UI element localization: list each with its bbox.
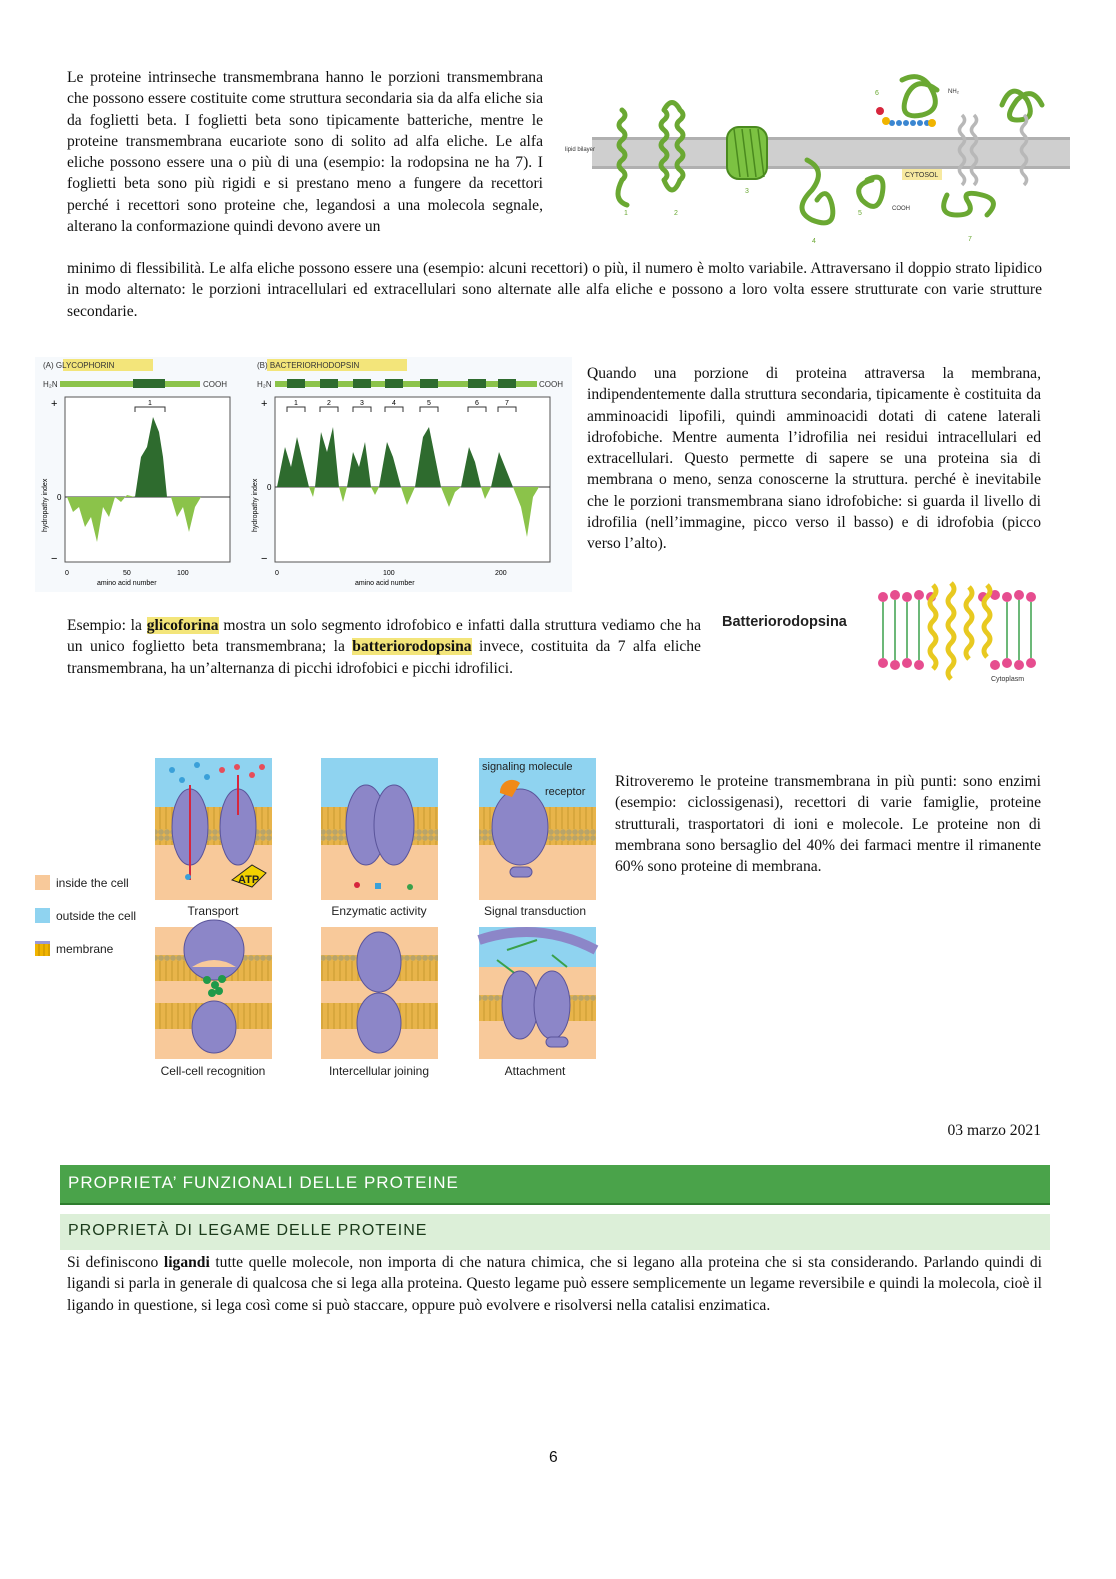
panel-a-zero: 0 bbox=[57, 493, 62, 502]
bacteriorhodopsin-title: (B) BACTERIORHODOPSIN bbox=[257, 361, 360, 370]
example-text-start: Esempio: la bbox=[67, 617, 147, 634]
protein-number-6: 6 bbox=[875, 90, 879, 97]
protein-6-loop bbox=[902, 77, 937, 116]
lipid-bilayer-label: lipid bilayer bbox=[565, 147, 596, 153]
bacterio-h2n: H₂N bbox=[257, 380, 272, 389]
legend-inside-swatch bbox=[35, 875, 50, 890]
panel-b-segment-3: 3 bbox=[360, 400, 364, 407]
panel-b-zero: 0 bbox=[267, 483, 272, 492]
panel-a-tick-50: 50 bbox=[123, 570, 131, 577]
protein-number-3: 3 bbox=[745, 188, 749, 195]
ligands-text-rest: tutte quelle molecole, non importa di che natura chimica, che si legano alla proteina che si sta considerando. Parlando quindi di ligandi si parla in generale di qualcosa che si lega alla proteina. Questo legame può essere semplicemente un legame reversibile e quindi la molecola, cioè il ligando in questione, si lega così come si può staccare, oppure può evolvere e risolversi nella catalisi enzimatica. bbox=[67, 1254, 1042, 1314]
nh2-label: NH₂ bbox=[948, 89, 959, 95]
protein-7-bottom bbox=[944, 193, 994, 215]
panel-b-tick-0: 0 bbox=[275, 570, 279, 577]
panel-a-plus: + bbox=[51, 398, 58, 410]
bacterio-cooh: COOH bbox=[539, 380, 563, 389]
panel-b-segment-5: 5 bbox=[427, 400, 431, 407]
panel-b-ylabel: hydropathy index bbox=[252, 478, 259, 532]
section-heading-text: PROPRIETA’ FUNZIONALI DELLE PROTEINE bbox=[68, 1173, 459, 1192]
batteriorodopsina-highlight: batteriorodopsina bbox=[352, 638, 472, 656]
atp-label: ATP bbox=[238, 874, 260, 886]
subsection-heading bbox=[60, 1214, 1050, 1250]
legend-outside-label: outside the cell bbox=[56, 909, 137, 923]
hydropathy-figure bbox=[35, 357, 572, 592]
glycophorin-cooh: COOH bbox=[203, 380, 227, 389]
joining-panel bbox=[321, 927, 438, 1059]
receptor-label: receptor bbox=[545, 786, 586, 798]
protein-number-2: 2 bbox=[674, 210, 678, 217]
cytosol-label: CYTOSOL bbox=[905, 172, 939, 179]
page-number: 6 bbox=[549, 1449, 558, 1466]
attachment-panel bbox=[479, 927, 596, 1059]
legend-outside-swatch bbox=[35, 908, 50, 923]
intro-paragraph-bottom: minimo di flessibilità. Le alfa eliche possono essere una (esempio: alcuni recettori) o più, il numero è molto variabile. Attraversano il doppio strato lipidico in modo alternato: le porzioni intracellulari ed extracellulari sono alternate alle alfa eliche e possono a loro volta essere strutturate con varie strutture secondarie. bbox=[67, 260, 1042, 320]
transmembrane-proteins-figure bbox=[562, 65, 1070, 248]
panel-b-segment-2: 2 bbox=[327, 400, 331, 407]
panel-b-segment-4: 4 bbox=[392, 400, 396, 407]
transport-caption: Transport bbox=[187, 904, 239, 918]
panel-a-tick-0: 0 bbox=[65, 570, 69, 577]
hydropathy-paragraph: Quando una porzione di proteina attraversa la membrana, indipendentemente dalla struttura secondaria, tipicamente è costituita da amminoacidi lipofili, quindi amminoacidi dotati di catene laterali idrofobiche. Mentre aumenta l’idrofilia nei residui intracellulari ed extracellulari. Questo permette di sapere se una proteina sia di membrana o meno, senza conoscerne la struttura. perché è inevitabile che le porzioni transmembrana siano idrofobiche: si guarda il livello di idrofilia (nell’immagine, picco verso il basso) e di idrofobia (picco verso l’alto). bbox=[587, 365, 1041, 553]
bacteriorhodopsin-structure bbox=[873, 575, 1038, 700]
ligandi-bold: ligandi bbox=[163, 1254, 210, 1271]
lecture-date: 03 marzo 2021 bbox=[947, 1122, 1041, 1139]
signaling-molecule-label: signaling molecule bbox=[482, 761, 573, 773]
panel-b-tick-200: 200 bbox=[495, 570, 507, 577]
protein-5-coil bbox=[859, 177, 883, 206]
panel-b-segment-1: 1 bbox=[294, 400, 298, 407]
joining-caption: Intercellular joining bbox=[328, 1064, 430, 1078]
signal-caption: Signal transduction bbox=[483, 904, 587, 918]
example-text-end: invece, costituita da 7 alfa eliche transmembrana, ha un’alternanza di picchi idrofobici e picchi idrofilici. bbox=[67, 638, 701, 677]
cytoplasm-label: Cytoplasm bbox=[991, 676, 1025, 683]
enzymatic-panel bbox=[321, 758, 438, 900]
legend-inside-label: inside the cell bbox=[56, 876, 129, 890]
protein-4-coil bbox=[802, 160, 833, 223]
protein-number-7: 7 bbox=[968, 236, 972, 243]
panel-b-segment-7: 7 bbox=[505, 400, 509, 407]
panel-b-segment-6: 6 bbox=[475, 400, 479, 407]
glycophorin-title: (A) GLYCOPHORIN bbox=[43, 361, 115, 370]
ligands-paragraph bbox=[67, 1252, 1042, 1316]
panel-a-tick-100: 100 bbox=[177, 570, 189, 577]
ligands-text-start: Si definiscono bbox=[67, 1254, 164, 1271]
subsection-heading-text: PROPRIETÀ DI LEGAME DELLE PROTEINE bbox=[68, 1222, 428, 1239]
glicoforina-highlight: glicoforina bbox=[146, 617, 219, 634]
panel-b-xlabel: amino acid number bbox=[355, 580, 415, 587]
panel-b-plus: + bbox=[261, 398, 268, 410]
transport-panel bbox=[155, 758, 272, 900]
example-text-middle: mostra un solo segmento idrofobico e infatti dalla struttura vediamo che ha un unico foglietto beta transmembrana; la bbox=[67, 617, 701, 656]
intro-paragraph-top: Le proteine intrinseche transmembrana hanno le porzioni transmembrana che possono essere costituite come struttura secondaria sia da alfa eliche sia da foglietti beta. I foglietti beta sono tipicamente batteriche, mentre le proteine transmembrana eucariote sono di solito ad alfa eliche. Le alfa eliche possono essere una o più di una (esempio: la rodopsina ne ha 7). I foglietti beta sono più rigidi e si prestano meno a fungere da recettori perché i recettori sono proteine che, legandosi a una molecola segnale, alterano la conformazione quindi devono avere un bbox=[67, 69, 543, 236]
panel-b-tick-100: 100 bbox=[383, 570, 395, 577]
recognition-caption: Cell-cell recognition bbox=[160, 1064, 266, 1078]
protein-number-1: 1 bbox=[624, 210, 628, 217]
panel-a-segment: 1 bbox=[148, 400, 152, 407]
recognition-panel bbox=[155, 920, 272, 1059]
enzymatic-caption: Enzymatic activity bbox=[331, 904, 427, 918]
legend-membrane-label: membrane bbox=[56, 942, 114, 956]
panel-a-minus: − bbox=[51, 553, 58, 565]
protein-number-4: 4 bbox=[812, 238, 816, 245]
panel-a-xlabel: amino acid number bbox=[97, 580, 157, 587]
section-heading bbox=[60, 1165, 1050, 1205]
membrane-functions-figure bbox=[152, 755, 602, 1085]
panel-a-ylabel: hydropathy index bbox=[42, 478, 49, 532]
example-paragraph bbox=[67, 615, 701, 679]
glycophorin-h2n: H₂N bbox=[43, 380, 58, 389]
legend-membrane-swatch bbox=[35, 941, 50, 956]
attachment-caption: Attachment bbox=[504, 1064, 566, 1078]
signal-panel bbox=[479, 758, 596, 900]
protein-7-helix-right bbox=[1002, 91, 1042, 120]
panel-b-minus: − bbox=[261, 553, 268, 565]
bacteriorhodopsin-title: Batteriorodopsina bbox=[722, 614, 847, 630]
cooh-label: COOH bbox=[892, 206, 910, 212]
protein-number-5: 5 bbox=[858, 210, 862, 217]
membrane-protein-roles-paragraph: Ritroveremo le proteine transmembrana in più punti: sono enzimi (esempio: ciclossigenasi), recettori di varie famiglie, proteine strutturali, trasportatori di ioni e molecole. Le proteine non di membrana sono bersaglio del 40% dei farmaci mentre il rimanente 60% sono proteine di membrana. bbox=[615, 773, 1041, 876]
